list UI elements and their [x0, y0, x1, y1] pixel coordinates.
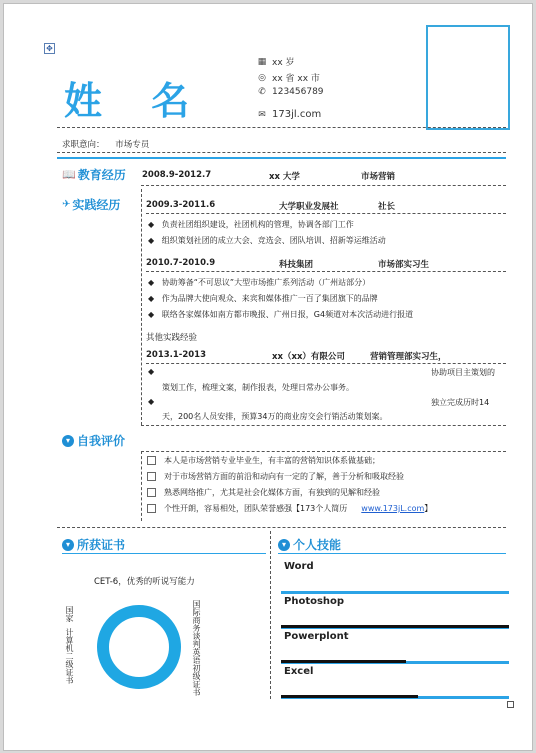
age-value: xx 岁	[272, 58, 295, 68]
phone-icon: ✆	[258, 87, 266, 97]
certificates-heading	[62, 536, 125, 553]
bullet-icon: ◆	[148, 397, 155, 406]
skills-heading	[278, 536, 341, 553]
divider	[146, 213, 506, 214]
skill-name: Photoshop	[284, 596, 345, 607]
list-item: 策划工作，梳理文案，制作报表，处理日常办公事务。	[162, 383, 354, 392]
self-eval-heading	[62, 432, 125, 449]
location-value: xx 省 xx 市	[272, 74, 320, 84]
education-major: 市场营销	[361, 172, 396, 182]
certificates-title: 所获证书	[77, 538, 126, 552]
phone-row	[256, 87, 324, 97]
chevron-circle-icon: ▾	[62, 435, 74, 447]
list-item: ◆ 联络各家媒体如南方都市晚报、广州日报，G4频道对本次活动进行报道	[148, 310, 414, 319]
checkbox-icon	[147, 456, 156, 465]
cert-business-english: 国际商务谈判英语初级证书	[192, 600, 201, 696]
list-item: ◆ 协助筹备“不可思议”大型市场推广系列活动（广州站部分）	[148, 278, 371, 287]
skill-bar-track	[281, 591, 509, 594]
certificate-donut	[94, 602, 184, 692]
objective-line	[62, 138, 149, 150]
location-pin-icon: ◎	[258, 72, 266, 83]
other-experience-label: 其他实践经验	[146, 333, 198, 343]
skill-bar-fill	[281, 660, 406, 663]
cert-computer: 计算机二级证书	[65, 628, 74, 684]
email-value: 173jl.com	[272, 109, 322, 120]
email-row	[256, 109, 321, 120]
divider	[141, 451, 506, 452]
cert-left-top: 国家	[65, 606, 74, 622]
skills-title: 个人技能	[293, 538, 342, 552]
phone-value: 123456789	[272, 87, 324, 97]
divider	[146, 363, 506, 364]
resume-page	[3, 3, 533, 751]
mail-icon: ✉	[258, 109, 266, 120]
practice-role: 市场部实习生	[378, 260, 430, 270]
list-item: ◆ 组织策划社团的成立大会、竞选会、团队培训、招新等运维活动	[148, 236, 386, 245]
list-item: 个性开朗，容易相处，团队荣誉感强【173个人简历 www.173jL.com】	[147, 503, 432, 514]
practice-period: 2010.7-2010.9	[146, 258, 216, 268]
divider	[146, 271, 506, 272]
self-eval-title: 自我评价	[77, 434, 126, 448]
accent-bar	[278, 553, 506, 554]
list-item: 天，200名人员安排，预算34万的商业房交会行销活动策划案。	[162, 412, 388, 421]
divider	[141, 185, 506, 186]
chevron-circle-icon: ▾	[62, 539, 74, 551]
vertical-divider	[270, 531, 271, 699]
skill-name: Powerplont	[284, 631, 349, 642]
list-item: 本人是市场营销专业毕业生，有丰富的营销知识体系做基础；	[147, 455, 380, 466]
practice-period: 2009.3-2011.6	[146, 200, 216, 210]
bullet-icon: ◆	[148, 367, 155, 376]
practice-org: xx（xx）有限公司	[272, 352, 345, 362]
photo-frame	[426, 25, 510, 130]
divider	[57, 152, 506, 153]
location-row	[256, 71, 320, 84]
checkbox-icon	[147, 472, 156, 481]
checkbox-icon	[147, 488, 156, 497]
practice-role: 社长	[378, 202, 396, 212]
practice-heading	[62, 196, 120, 213]
divider	[141, 425, 506, 426]
end-marker-icon	[507, 701, 514, 708]
education-school: xx 大学	[269, 172, 300, 182]
rocket-icon: ✈	[62, 199, 71, 210]
divider	[57, 527, 506, 528]
vertical-divider	[141, 189, 142, 425]
accent-bar	[62, 553, 266, 554]
list-item: 协助项目主策划的	[431, 368, 495, 377]
list-item: 独立完成历时14	[431, 398, 490, 407]
checkbox-icon	[147, 504, 156, 513]
vertical-divider	[141, 451, 142, 521]
website-link[interactable]: www.173jL.com	[361, 504, 425, 513]
skill-bar-fill	[281, 625, 509, 628]
list-item: ◆ 负责社团组织建设，社团机构的管理，协调各部门工作	[148, 220, 354, 229]
objective-value: 市场专员	[115, 140, 150, 150]
list-item: ◆ 作为品牌大使向观众、来宾和媒体推广一百了集团旗下的品牌	[148, 294, 378, 303]
book-icon: 📖	[62, 168, 76, 181]
accent-bar	[57, 157, 506, 159]
objective-label: 求职意向：	[62, 140, 105, 150]
education-title: 教育经历	[77, 168, 126, 182]
practice-title: 实践经历	[72, 198, 121, 212]
candidate-name: 姓 名	[64, 79, 208, 123]
practice-org: 大学职业发展社	[279, 202, 339, 212]
practice-period: 2013.1-2013	[146, 350, 206, 360]
cert-cet6: CET-6，优秀的听说写能力	[94, 577, 195, 587]
skill-bar-fill	[281, 695, 418, 698]
practice-org: 科技集团	[279, 260, 314, 270]
practice-role: 营销管理部实习生，	[370, 352, 447, 362]
skill-name: Word	[284, 561, 314, 572]
list-item: 熟悉网络推广，尤其是社会化媒体方面，有独到的见解和经验	[147, 487, 380, 498]
skill-name: Excel	[284, 666, 314, 677]
age-row	[256, 55, 295, 68]
list-item: 对于市场营销方面的前沿和动向有一定的了解，善于分析和吸取经验	[147, 471, 404, 482]
education-period: 2008.9-2012.7	[142, 170, 212, 180]
donut-ring	[103, 611, 175, 683]
chevron-circle-icon: ▾	[278, 539, 290, 551]
calendar-icon: ▦	[257, 56, 267, 67]
divider	[57, 127, 506, 128]
education-heading	[62, 166, 126, 183]
move-handle-icon[interactable]: ✥	[44, 43, 55, 54]
